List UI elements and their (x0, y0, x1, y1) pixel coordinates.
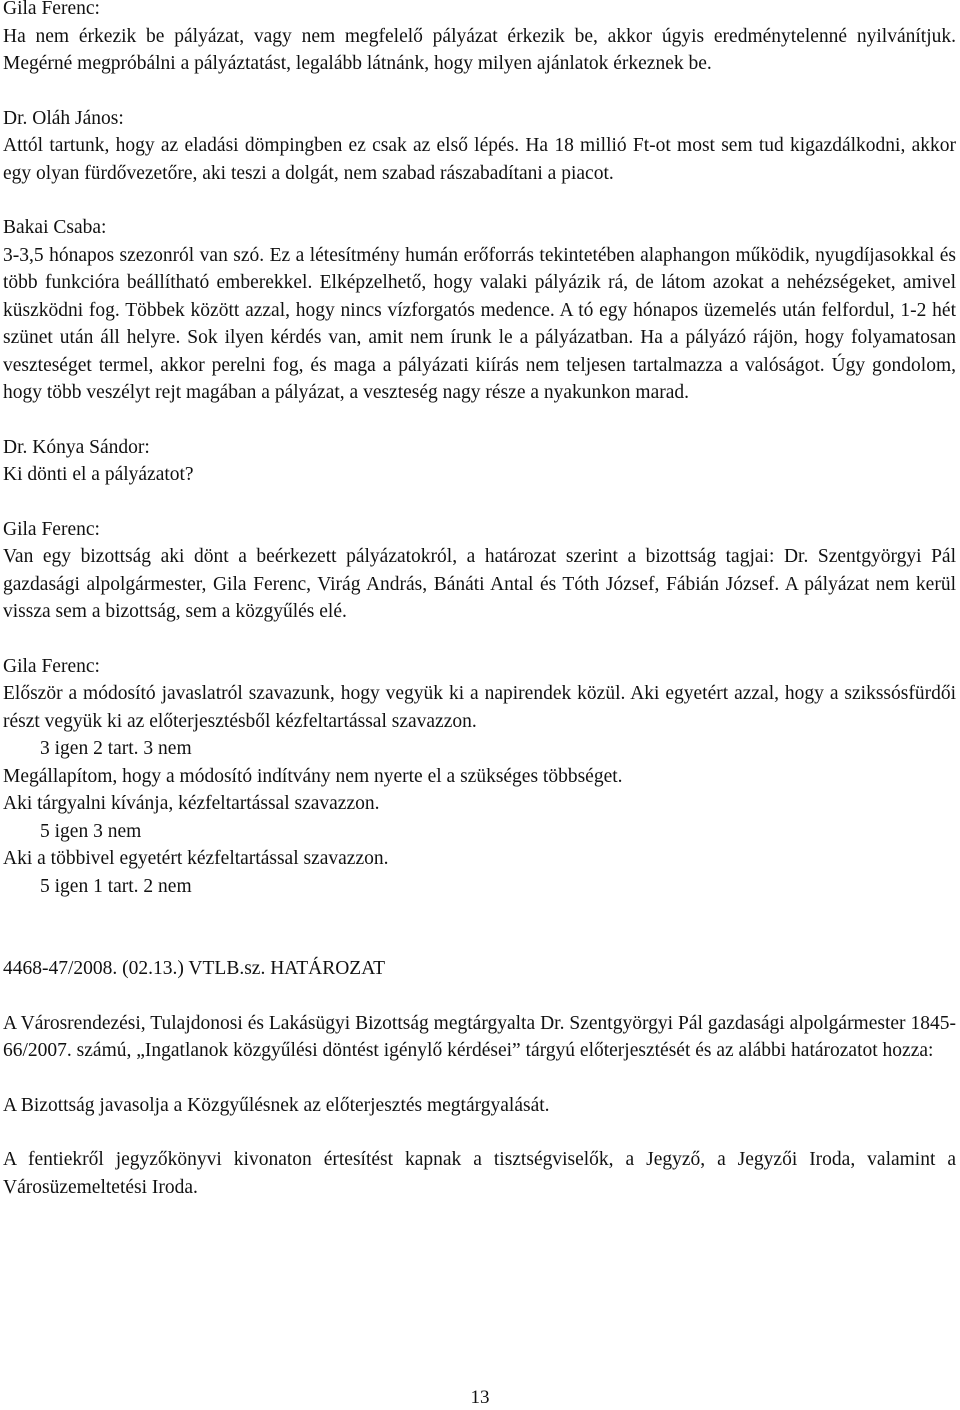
resolution-title: 4468-47/2008. (02.13.) VTLB.sz. HATÁROZAT (3, 958, 386, 979)
vote-intro: Először a módosító javaslatról szavazunk, hogy vegyük ki a napirendek közül. Aki egyetért azzal, hogy a szikssósfürdői részt vegyük ki az előterjesztésből kézfeltartással szavazzon. (3, 683, 956, 732)
resolution-paragraph: A Bizottság javasolja a Közgyűlésnek az előterjesztés megtárgyalását. (3, 1094, 550, 1116)
speaker-name: Bakai Csaba: (3, 217, 107, 238)
vote-result: 5 igen 3 nem (40, 820, 142, 842)
vote-statement: Megállapítom, hogy a módosító indítvány nem nyerte el a szükséges többséget. (3, 765, 623, 787)
speech-paragraph: Van egy bizottság aki dönt a beérkezett pályázatokról, a határozat szerint a bizottság tagjai: Dr. Szentgyörgyi Pál gazdasági alpolgármester, Gila Ferenc, Virág András, Bánáti Antal és Tóth József, Fábián József. A pályázat nem kerül vissza sem a bizottság, sem a közgyűlés elé. (3, 546, 956, 622)
resolution-paragraph: A fentiekről jegyzőkönyvi kivonaton értesítést kapnak a tisztségviselők, a Jegyző, a Jegyzői Iroda, valamint a Városüzemeltetési Iroda. (3, 1149, 956, 1198)
speaker-name: Gila Ferenc: (3, 518, 100, 540)
speech-paragraph: Ki dönti el a pályázatot? (3, 464, 194, 485)
speech-paragraph: 3-3,5 hónapos szezonról van szó. Ez a létesítmény humán erőforrás tekintetében alaphangon működik, nyugdíjasokkal és több funkcióra beállítható emberekkel. Elképzelhető, hogy valaki pályázik rá, de látom azokat a nehézségeket, amivel küszködni fog. Többek között azzal, hogy nincs vízforgatós medence. A tó egy hónapos üzemelés után felfordul, 1-2 hét szünet után áll helyre. Sok ilyen kérdés van, amit nem írunk le a pályázatban. Ha a pályázó rájön, hogy folyamatosan veszteséget termel, akkor perelni fog, és maga a pályázati kiírás nem teljesen tartalmazza a valóságot. Úgy gondolom, hogy több veszélyt rejt magában a pályázat, a veszteség nagy része a nyakunkon marad. (3, 244, 956, 403)
speaker-name: Dr. Kónya Sándor: (3, 436, 150, 458)
speech-paragraph: Attól tartunk, hogy az eladási dömpingben ez csak az első lépés. Ha 18 millió Ft-ot most sem tud kigazdálkodni, akkor egy olyan fürdővezetőre, aki teszi a dolgát, nem szabad rászabadítani a piacot. (3, 135, 956, 184)
speaker-name: Dr. Oláh János: (3, 107, 124, 129)
speech-paragraph: Ha nem érkezik be pályázat, vagy nem megfelelő pályázat érkezik be, akkor úgyis eredménytelenné nyilvánítjuk. Megérné megpróbálni a pályáztatást, legalább látnánk, hogy milyen ajánlatok érkeznek be. (3, 25, 956, 74)
speaker-name: Gila Ferenc: (3, 655, 100, 677)
resolution-paragraph: A Városrendezési, Tulajdonosi és Lakásügyi Bizottság megtárgyalta Dr. Szentgyörgyi Pál gazdasági alpolgármester 1845-66/2007. számú, „Ingatlanok közgyűlési döntést igénylő kérdései” tárgyú előterjesztését és az alábbi határozatot hozza: (3, 1012, 956, 1061)
vote-result: 5 igen 1 tart. 2 nem (40, 875, 192, 897)
document-page (3, 0, 956, 1201)
vote-result: 3 igen 2 tart. 3 nem (40, 738, 192, 759)
speaker-name: Gila Ferenc: (3, 0, 100, 19)
page-number: 13 (470, 1387, 490, 1408)
vote-call: Aki a többivel egyetért kézfeltartással szavazzon. (3, 848, 389, 869)
vote-call: Aki tárgyalni kívánja, kézfeltartással szavazzon. (3, 793, 380, 814)
